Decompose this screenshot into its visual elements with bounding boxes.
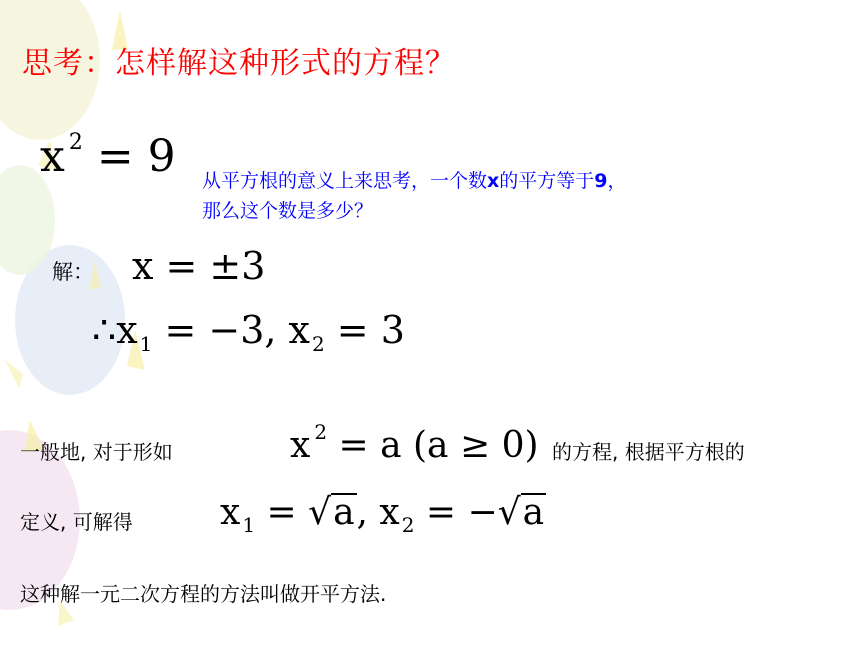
eq-rhs: = 9 (96, 131, 176, 182)
hint-line-2: 那么这个数是多少？ (202, 200, 374, 222)
page-title: 思考：怎样解这种形式的方程？ (22, 46, 456, 81)
sqrt-a: √a (308, 492, 355, 533)
eq-exponent: 2 (68, 130, 83, 155)
hint-text (202, 166, 627, 226)
solution-line-1: x = ±3 (132, 244, 266, 288)
general-equation: x $^2$ = a (a ≥ 0) (290, 420, 539, 466)
general-text-b: 的方程, 根据平方根的 (552, 440, 745, 464)
solution-line-2: ∴x $_1$ = −3, x $_2$ = 3 (92, 308, 405, 356)
main-equation (40, 130, 176, 182)
neg-sqrt-a: √a (497, 492, 545, 533)
general-result: x $_1$ = √a, x $_2$ = −√a (220, 492, 545, 537)
general-text-c: 定义, 可解得 (20, 510, 133, 534)
solution-label: 解： (52, 260, 94, 284)
eq-base: x (40, 131, 65, 182)
conclusion: 这种解一元二次方程的方法叫做开平方法. (20, 582, 387, 606)
hint-line-1: 从平方根的意义上来思考，一个数x的平方等于9， (202, 170, 627, 192)
general-text-a: 一般地, 对于形如 (20, 440, 173, 464)
